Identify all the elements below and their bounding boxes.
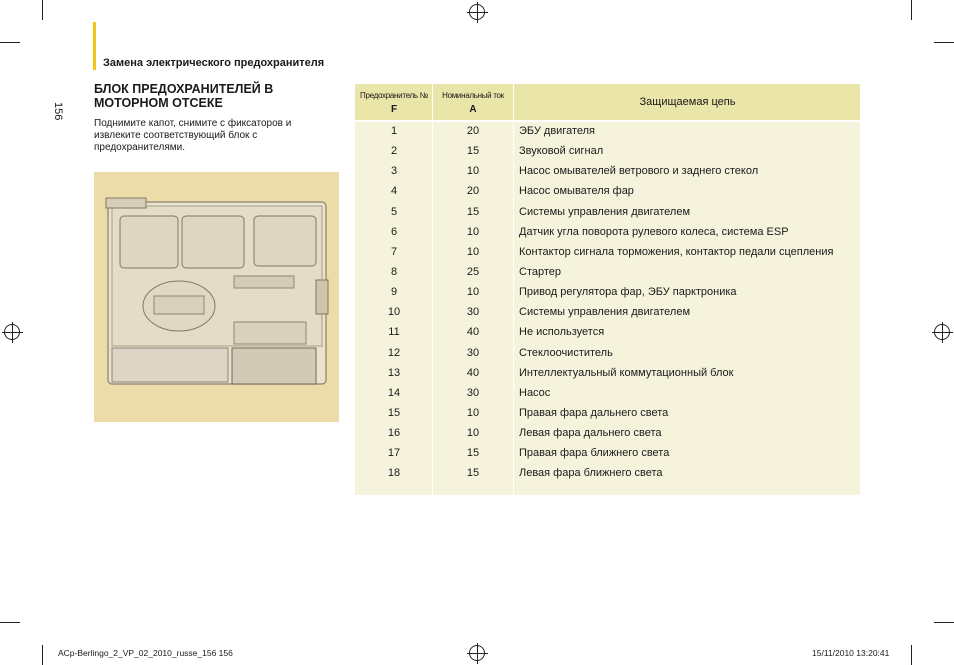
instruction-text: Поднимите капот, снимите с фиксаторов и извлеките соответствующий блок с предохранителями. [94, 118, 292, 153]
fuse-circuit: Контактор сигнала торможения, контактор педали сцепления [519, 245, 834, 258]
fuse-circuit: Не используется [519, 326, 605, 339]
fuse-number: 1 [390, 125, 398, 137]
table-row [355, 141, 860, 161]
fuse-amps: 15 [466, 145, 480, 158]
fuse-number: 2 [390, 145, 398, 158]
fuse-number: 17 [387, 447, 401, 460]
fuse-circuit: Стартер [519, 265, 562, 278]
crop-mark [911, 645, 912, 665]
fuse-circuit: Интеллектуальный коммутационный блок [519, 366, 734, 379]
fuse-circuit: Датчик угла поворота рулевого колеса, система ESP [519, 225, 789, 238]
section-title: Замена электрического предохранителя [103, 57, 325, 69]
table-row [355, 282, 860, 302]
table-row [355, 383, 860, 403]
fuse-number: 18 [387, 467, 401, 480]
col-header-current-label: Номинальный ток [442, 91, 504, 100]
fuse-circuit: Звуковой сигнал [519, 145, 604, 158]
fuse-amps: 10 [466, 245, 480, 258]
fuse-number: 15 [387, 406, 401, 419]
table-row [355, 181, 860, 201]
table-row [355, 161, 860, 181]
fuse-circuit: Правая фара дальнего света [519, 406, 669, 419]
fuse-box-photo [94, 172, 339, 422]
crop-mark [0, 622, 20, 623]
table-row [355, 343, 860, 363]
fuse-circuit: Правая фара ближнего света [519, 447, 670, 460]
col-header-fuse-symbol: F [390, 104, 398, 115]
fuse-number: 16 [387, 427, 401, 440]
crop-mark [42, 645, 43, 665]
table-row [355, 121, 860, 141]
crop-mark [911, 0, 912, 20]
fuse-circuit: Системы управления двигателем [519, 306, 691, 319]
table-row [355, 202, 860, 222]
fuse-number: 8 [390, 265, 398, 278]
fuse-number: 11 [388, 326, 400, 339]
fuse-circuit: Насос [519, 386, 551, 399]
registration-mark-icon [4, 324, 20, 340]
table-row [355, 363, 860, 383]
fuse-amps: 15 [466, 447, 480, 460]
page-heading: БЛОК ПРЕДОХРАНИТЕЛЕЙ В МОТОРНОМ ОТСЕКЕ [94, 82, 274, 110]
crop-mark [42, 0, 43, 20]
fuse-number: 5 [390, 205, 398, 218]
fuse-amps: 10 [466, 427, 480, 440]
fuse-table [355, 84, 860, 495]
registration-mark-icon [469, 645, 485, 661]
table-row [355, 322, 860, 342]
fuse-circuit: ЭБУ двигателя [519, 125, 596, 137]
col-header-fuse-label: Предохранитель № [360, 91, 428, 100]
table-row [355, 262, 860, 282]
accent-bar [93, 22, 96, 70]
fuse-circuit: Левая фара дальнего света [519, 427, 662, 440]
table-row [355, 463, 860, 483]
page-number: 156 [52, 102, 64, 121]
crop-mark [934, 42, 954, 43]
crop-mark [0, 42, 20, 43]
fuse-number: 14 [387, 386, 401, 399]
fuse-amps: 10 [466, 286, 480, 299]
table-row [355, 242, 860, 262]
fuse-amps: 15 [466, 205, 480, 218]
fuse-amps: 20 [466, 185, 480, 198]
fuse-circuit: Левая фара ближнего света [519, 467, 663, 480]
fuse-circuit: Привод регулятора фар, ЭБУ парктроника [519, 286, 737, 299]
footer-file-info: ACp-Berlingo_2_VP_02_2010_russe_156 156 [58, 648, 233, 658]
fuse-amps: 40 [466, 326, 480, 339]
fuse-box-illustration [94, 172, 339, 422]
fuse-number: 4 [390, 185, 398, 198]
fuse-circuit: Насос омывателей ветрового и заднего стекол [519, 165, 759, 178]
table-row [355, 302, 860, 322]
fuse-circuit: Насос омывателя фар [519, 185, 634, 198]
fuse-number: 9 [390, 286, 398, 299]
fuse-number: 3 [390, 165, 398, 178]
fuse-circuit: Стеклоочиститель [519, 346, 613, 359]
fuse-number: 6 [390, 225, 398, 238]
fuse-amps: 30 [466, 306, 480, 319]
col-header-current-symbol: A [469, 104, 477, 115]
fuse-number: 13 [387, 366, 401, 379]
fuse-amps: 15 [466, 467, 480, 480]
fuse-circuit: Системы управления двигателем [519, 205, 691, 218]
table-header [355, 84, 860, 122]
fuse-amps: 30 [466, 386, 480, 399]
fuse-amps: 40 [466, 366, 480, 379]
fuse-amps: 25 [466, 265, 480, 278]
fuse-amps: 10 [466, 225, 480, 238]
fuse-amps: 20 [466, 125, 480, 137]
table-row [355, 443, 860, 463]
fuse-amps: 10 [466, 165, 480, 178]
table-body [355, 121, 860, 484]
table-row [355, 403, 860, 423]
footer-timestamp: 15/11/2010 13:20:41 [812, 648, 890, 658]
fuse-number: 12 [387, 346, 401, 359]
fuse-amps: 10 [466, 406, 480, 419]
fuse-amps: 30 [466, 346, 480, 359]
fuse-number: 7 [390, 245, 398, 258]
registration-mark-icon [934, 324, 950, 340]
col-header-circuit: Защищаемая цепь [639, 96, 736, 108]
table-row [355, 222, 860, 242]
crop-mark [934, 622, 954, 623]
table-row [355, 423, 860, 443]
registration-mark-icon [469, 4, 485, 20]
fuse-number: 10 [387, 306, 401, 319]
